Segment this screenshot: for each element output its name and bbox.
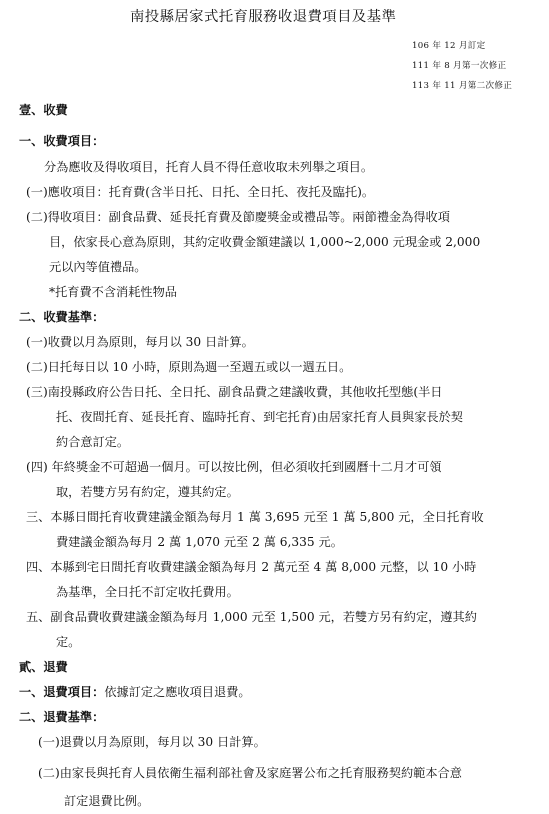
refund-basis-1: (一)退費以月為原則，每月以 30 日計算。 bbox=[38, 735, 266, 749]
fee-item-3-line-2: 費建議金額為每月 2 萬 1,070 元至 2 萬 6,335 元。 bbox=[56, 535, 343, 549]
fee-items-heading: 一、收費項目： bbox=[19, 134, 105, 148]
fee-item-4-line-1: 四、本縣到宅日間托育收費建議金額為每月 2 萬元至 4 萬 8,000 元整，以 10 小時 bbox=[26, 560, 477, 574]
fee-item-4-line-2: 為基準，全日托不訂定收托費用。 bbox=[56, 585, 239, 599]
fee-basis-3-line-3: 約合意訂定。 bbox=[56, 435, 130, 449]
fee-basis-heading: 二、收費基準： bbox=[19, 310, 105, 324]
document-title: 南投縣居家式托育服務收退費項目及基準 bbox=[130, 9, 397, 25]
fee-basis-3-line-2: 托、夜間托育、延長托育、臨時托育、到宅托育)由居家托育人員與家長於契 bbox=[56, 410, 463, 424]
fee-basis-3-line-1: (三)南投縣政府公告日托、全日托、副食品費之建議收費，其他收托型態(半日 bbox=[26, 385, 443, 399]
refund-items-text: 依據訂定之應收項目退費。 bbox=[104, 685, 251, 699]
revision-line-3: 113 年 11 月第二次修正 bbox=[412, 81, 513, 91]
fee-item-3-line-1: 三、本縣日間托育收費建議金額為每月 1 萬 3,695 元至 1 萬 5,800 元，全日托育收 bbox=[26, 510, 484, 524]
fee-item-required: (一)應收項目：托育費(含半日托、日托、全日托、夜托及臨托)。 bbox=[26, 185, 375, 199]
fee-item-optional-line-1: (二)得收項目：副食品費、延長托育費及節慶獎金或禮品等。兩節禮金為得收項 bbox=[26, 210, 450, 224]
refund-basis-2-line-2: 訂定退費比例。 bbox=[64, 794, 150, 808]
fee-basis-1: (一)收費以月為原則，每月以 30 日計算。 bbox=[26, 335, 254, 349]
fee-item-optional-line-3: 元以內等值禮品。 bbox=[49, 260, 147, 274]
fee-item-5-line-2: 定。 bbox=[56, 635, 81, 649]
fee-items-intro: 分為應收及得收項目，托育人員不得任意收取未列舉之項目。 bbox=[44, 160, 374, 174]
section-heading-fees: 壹、收費 bbox=[19, 103, 68, 117]
refund-items-line bbox=[19, 684, 251, 700]
refund-items-label: 一、退費項目： bbox=[19, 685, 105, 699]
revision-line-2: 111 年 8 月第一次修正 bbox=[412, 61, 507, 71]
fee-basis-4-line-1: (四) 年終獎金不可超過一個月。可以按比例，但必須收托到國曆十二月才可領 bbox=[26, 460, 442, 474]
revision-line-1: 106 年 12 月訂定 bbox=[412, 41, 486, 51]
refund-basis-2-line-1: (二)由家長與托育人員依衛生福利部社會及家庭署公布之托育服務契約範本合意 bbox=[38, 766, 462, 780]
fee-item-5-line-1: 五、副食品費收費建議金額為每月 1,000 元至 1,500 元，若雙方另有約定，遵其約 bbox=[26, 610, 477, 624]
section-heading-refunds: 貳、退費 bbox=[19, 660, 68, 674]
fee-basis-2: (二)日托每日以 10 小時，原則為週一至週五或以一週五日。 bbox=[26, 360, 352, 374]
fee-basis-4-line-2: 取，若雙方另有約定，遵其約定。 bbox=[56, 485, 239, 499]
fee-note: *托育費不含消耗性物品 bbox=[49, 285, 177, 299]
refund-basis-heading: 二、退費基準： bbox=[19, 710, 105, 724]
fee-item-optional-line-2: 目，依家長心意為原則，其約定收費金額建議以 1,000~2,000 元現金或 2,000 bbox=[49, 235, 481, 249]
